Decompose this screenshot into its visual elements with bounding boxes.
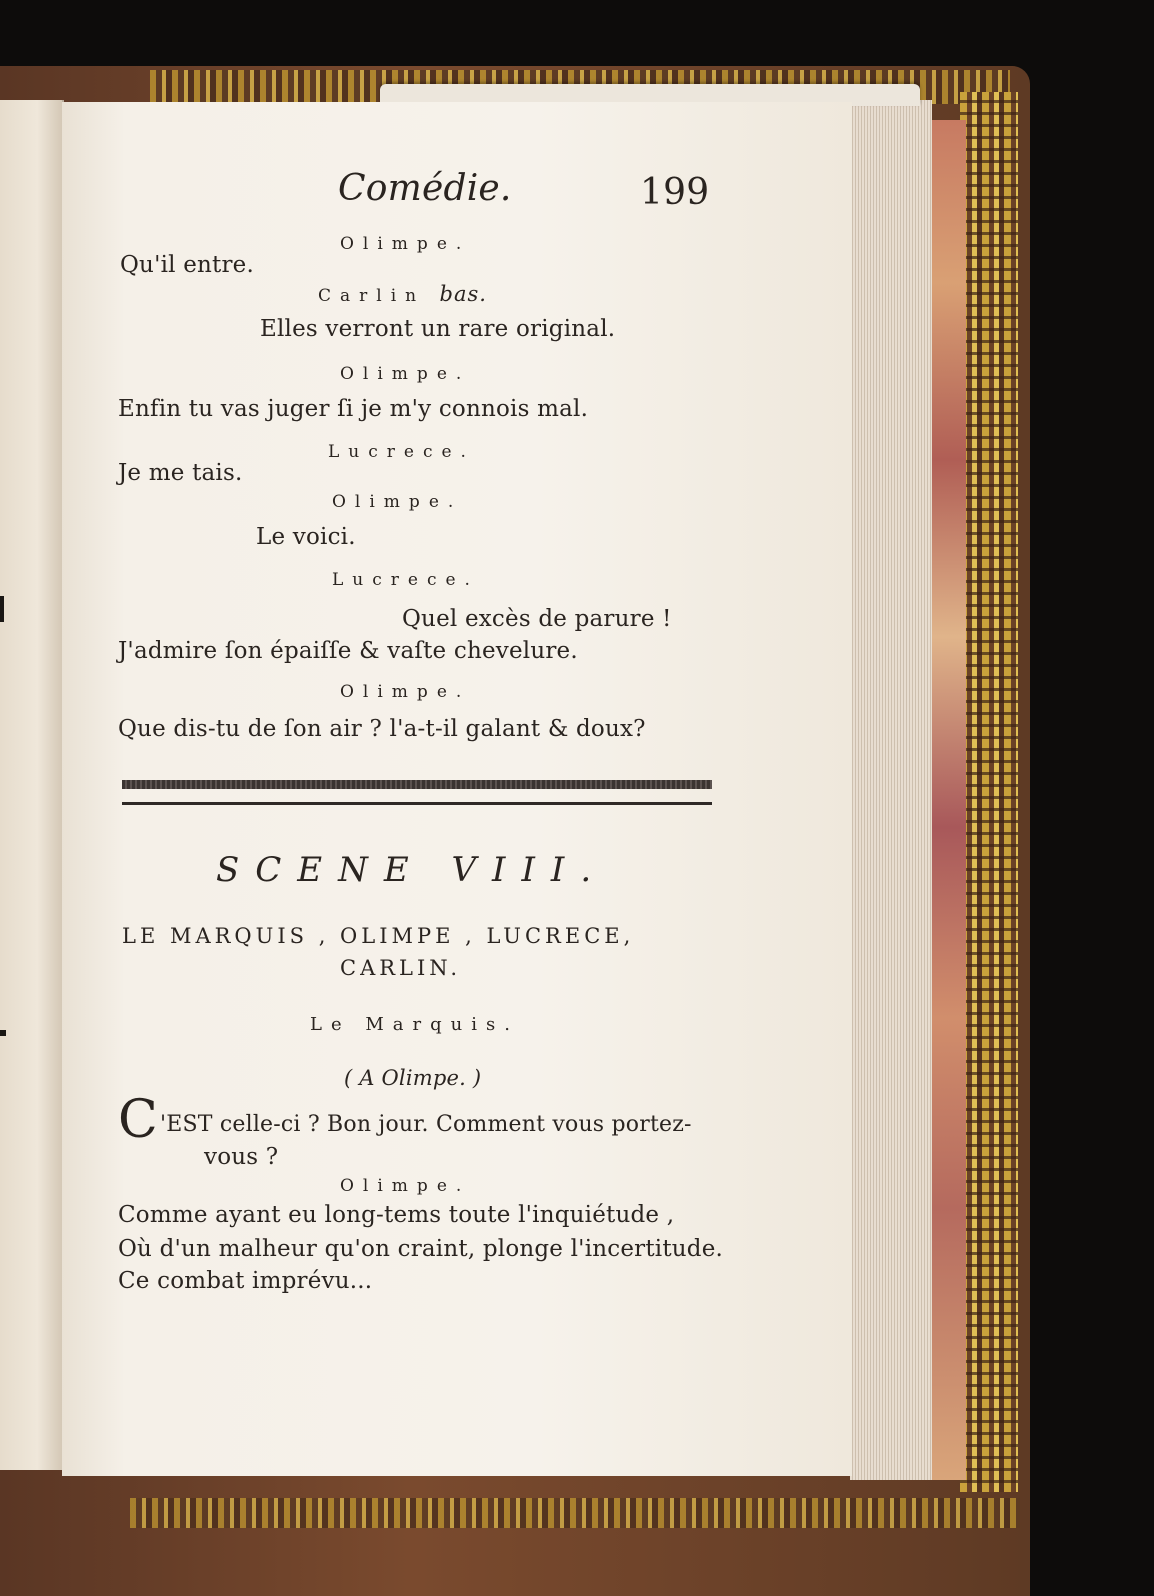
- cast-list: LE MARQUIS , OLIMPE , LUCRECE,: [122, 924, 635, 948]
- gilt-edge-bottom: [130, 1498, 1020, 1528]
- print-mark: [0, 596, 4, 622]
- speaker-name: Carlin bas.: [318, 282, 487, 306]
- verse-line: Que dis-tu de ſon air ? l'a-t-il galant & doux?: [118, 716, 646, 742]
- verse-line: 'EST celle-ci ? Bon jour. Comment vous portez-: [160, 1112, 692, 1137]
- verse-line: vous ?: [204, 1144, 279, 1170]
- verse-line: Comme ayant eu long-tems toute l'inquiétude ,: [118, 1202, 675, 1228]
- verse-line: Enfin tu vas juger ſi je m'y connois mal.: [118, 396, 589, 422]
- ornamental-rule: [122, 780, 712, 789]
- speaker-name: Lucrece.: [328, 442, 475, 462]
- thin-rule: [122, 802, 712, 805]
- drop-cap: C: [118, 1090, 158, 1150]
- verse-line: Je me tais.: [118, 460, 243, 486]
- verse-line: Quel excès de parure !: [402, 606, 672, 632]
- speaker-name: Le Marquis.: [310, 1014, 519, 1035]
- speaker-name: Olimpe.: [340, 364, 471, 384]
- page-number: 199: [640, 172, 710, 213]
- speaker-name: Olimpe.: [332, 492, 463, 512]
- speaker-name: Olimpe.: [340, 1176, 471, 1196]
- cast-list: CARLIN.: [340, 956, 461, 980]
- verse-line: Elles verront un rare original.: [260, 316, 616, 342]
- speaker-name: Olimpe.: [340, 682, 471, 702]
- verse-line: Ce combat imprévu...: [118, 1268, 373, 1294]
- stage-direction: ( A Olimpe. ): [344, 1066, 482, 1090]
- left-page-edge: [0, 100, 64, 1470]
- speaker-name: Olimpe.: [340, 234, 471, 254]
- verse-line: J'admire ſon épaiſſe & vaſte chevelure.: [118, 638, 578, 664]
- scene-title: SCENE VIII.: [216, 850, 608, 890]
- speaker-name: Lucrece.: [332, 570, 479, 590]
- verse-line: Qu'il entre.: [120, 252, 254, 278]
- running-header: Comédie.: [338, 168, 512, 209]
- book-page: [62, 102, 852, 1476]
- print-mark: [0, 1030, 6, 1036]
- marbled-edge: [930, 120, 966, 1480]
- verse-line: Où d'un malheur qu'on craint, plonge l'incertitude.: [118, 1236, 724, 1262]
- verse-line: Le voici.: [256, 524, 356, 550]
- page-edges: [850, 100, 932, 1480]
- gilt-spine: [960, 92, 1018, 1492]
